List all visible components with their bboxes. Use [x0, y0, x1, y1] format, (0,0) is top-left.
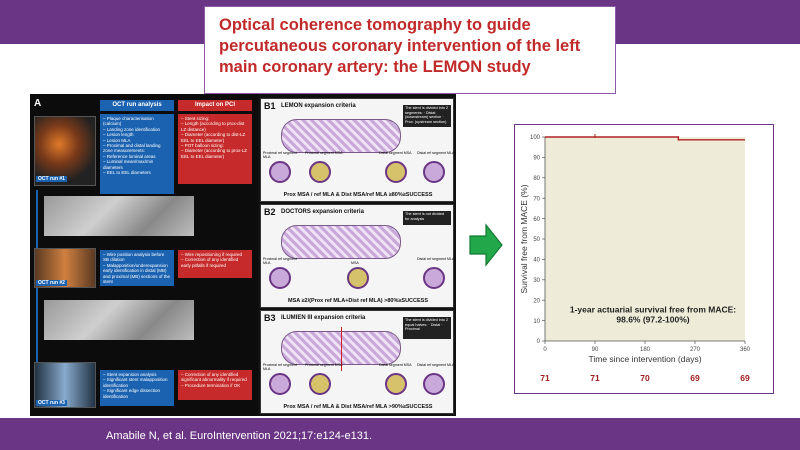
row1-analysis-line: – Proximal and distal landing zone measurements: — [103, 143, 161, 154]
panel-b3-seg-label: Proximal segment MSA — [305, 363, 343, 367]
x-tick-label: 90 — [591, 347, 599, 353]
at-risk-count: 70 — [640, 373, 650, 383]
panel-b1 — [260, 98, 454, 202]
row3-impact-box — [178, 370, 252, 400]
row1-impact-line: – POT balloon sizing: — [181, 143, 224, 149]
oct-run-1-label: OCT run #1 — [38, 176, 65, 182]
panel-b3-label: B3 — [264, 313, 276, 323]
panel-b1-cross-section — [269, 161, 291, 183]
panel-b3-formula: Prox MSA / ref MLA & Dist MSA/ref MLA >90%≥SUCCESS — [283, 404, 433, 410]
right-arrow-icon — [468, 222, 504, 273]
row1-impact-line: – Stent sizing: — [181, 116, 210, 121]
panel-b2-note: The stent is not divided for analysis — [403, 211, 451, 225]
panel-b2-seg-label: Proximal ref segment MLA — [263, 257, 297, 265]
angiography-strip-1 — [44, 196, 194, 236]
panel-b3-cross-section — [423, 373, 445, 395]
flow-line — [36, 190, 38, 390]
panel-b3-cross-section — [269, 373, 291, 395]
y-tick-label: 90 — [533, 155, 540, 162]
y-tick-label: 0 — [536, 339, 540, 346]
panel-b1-cross-section — [309, 161, 331, 183]
panel-b3-note: The stent is divided into 2 equal halves: · Distal · Proximal — [403, 317, 451, 339]
at-risk-count: 69 — [690, 373, 700, 383]
panel-b — [258, 94, 456, 416]
impact-on-pci-header: Impact on PCI — [178, 100, 252, 111]
row2-analysis-box — [100, 250, 174, 286]
y-tick-label: 30 — [533, 278, 540, 284]
panel-b1-vessel — [281, 119, 401, 153]
panel-b1-seg-label: Distal ref segment MLA — [417, 151, 455, 155]
y-tick-label: 80 — [533, 176, 540, 182]
panel-b2-title: DOCTORS expansion criteria — [281, 209, 364, 215]
at-risk-count: 69 — [740, 373, 750, 383]
x-tick-label: 270 — [689, 347, 701, 353]
panel-b3-cross-section — [309, 373, 331, 395]
x-tick-label: 0 — [543, 347, 547, 353]
row3-analysis-line: – Significant edge dissection identification — [103, 388, 161, 399]
panel-b1-seg-label: Proximal ref segment MLA — [263, 151, 297, 159]
x-tick-label: 360 — [739, 347, 751, 353]
row3-analysis-box — [100, 370, 174, 406]
panel-b2-seg-label: Distal ref segment MLA — [417, 257, 455, 261]
y-tick-label: 20 — [533, 298, 540, 305]
survival-chart — [514, 124, 774, 394]
row3-impact-line: – Correction of any identified significant abnormality if required — [181, 372, 247, 383]
panel-b2-seg-label: MSA — [351, 261, 359, 265]
panel-b3-cross-section — [385, 373, 407, 395]
y-tick-label: 50 — [533, 237, 540, 244]
panel-b1-seg-label: Proximal segment MSA — [305, 151, 343, 155]
annotation-line-1: 1-year actuarial survival free from MACE: — [569, 304, 737, 315]
row1-impact-line: – Diameter (according to dist-LZ EEL to EEL diameter) — [181, 132, 246, 143]
row2-impact-line: – Wire repositioning if required — [181, 252, 243, 257]
row1-analysis-line: – Lesion MLA — [103, 137, 131, 143]
panel-b3-seg-label: Distal ref segment MLA — [417, 363, 455, 367]
row1-impact-line: – Diameter (according to prox-LZ EEL to EEL diameter) — [181, 148, 248, 159]
row1-analysis-box — [100, 114, 174, 194]
panel-b2-label: B2 — [264, 207, 276, 217]
oct-run-analysis-header: OCT run analysis — [100, 100, 174, 111]
at-risk-count: 71 — [590, 373, 600, 383]
annotation-line-2: 98.6% (97.2-100%) — [616, 314, 690, 325]
citation: Amabile N, et al. EuroIntervention 2021;17:e124-e131. — [106, 430, 373, 442]
row1-impact-box — [178, 114, 252, 184]
panel-b2-formula: MSA ≥2/(Prox ref MLA+Dist ref MLA) >80%≥SUCCESS — [287, 298, 428, 304]
panel-a — [30, 94, 256, 416]
y-tick-label: 60 — [533, 216, 540, 223]
oct-run-3-label: OCT run #3 — [38, 400, 65, 406]
row3-analysis-line: – Significant stent malapposition identification — [103, 377, 168, 388]
row2-impact-line: – Correction of any identified early pitfalls if required — [181, 257, 239, 268]
panel-b1-note: The stent is divided into 2 segments: · Distal (downstream) section · Prox. (upstream section) — [403, 105, 451, 127]
survival-chart-svg — [515, 125, 775, 395]
panel-b1-cross-section — [385, 161, 407, 183]
panel-b1-cross-section — [423, 161, 445, 183]
row1-analysis-line: – Landing zone identification — [103, 126, 161, 132]
panel-b1-seg-label: Distal segment MSA — [379, 151, 412, 155]
row1-analysis-line: – Luminal mean/max/min diameters — [103, 159, 154, 170]
title-box — [204, 6, 616, 94]
panel-b2 — [260, 204, 454, 308]
row1-analysis-line: – Lesion length — [103, 132, 134, 138]
panel-b3-seg-label: Distal segment MSA — [379, 363, 412, 367]
slide-title: Optical coherence tomography to guide percutaneous coronary intervention of the left main coronary artery: the LEMON study — [219, 16, 581, 76]
y-tick-label: 10 — [533, 318, 540, 325]
row3-analysis-line: – Stent expansion analysis — [103, 372, 157, 377]
panel-b1-formula: Prox MSA / ref MLA & Dist MSA/ref MLA ≥80%≥SUCCESS — [283, 192, 433, 198]
angiography-strip-2 — [44, 300, 194, 340]
row3-impact-line: – Procedure termination if OK — [181, 382, 241, 388]
y-tick-label: 70 — [533, 196, 540, 203]
panel-b3-seg-label: Proximal ref segment MLA — [263, 363, 297, 371]
figure-panels — [30, 94, 456, 416]
panel-b3-title: ILUMIEN III expansion criteria — [281, 315, 366, 321]
panel-b2-cross-section — [423, 267, 445, 289]
x-tick-label: 180 — [639, 347, 651, 353]
panel-b3 — [260, 310, 454, 414]
x-axis-label: Time since intervention (days) — [588, 354, 702, 364]
at-risk-count: 71 — [540, 373, 550, 383]
row1-analysis-line: – Reference luminal areas — [103, 153, 156, 159]
panel-b2-vessel — [281, 225, 401, 259]
panel-b1-title: LEMON expansion criteria — [281, 103, 356, 109]
panel-a-letter: A — [34, 98, 42, 109]
row2-analysis-line: – Malapposition/underexpansion early identification in distal (MB) and proximal (MB) sections of the stent — [103, 262, 171, 285]
panel-b2-cross-section — [269, 267, 291, 289]
oct-run-2-label: OCT run #2 — [38, 280, 65, 286]
y-tick-label: 40 — [533, 257, 540, 264]
row1-impact-line: – Length (according to prox-dist LZ distance) — [181, 121, 245, 132]
row1-analysis-line: – Plaque characterisation (calcium) — [103, 116, 154, 127]
row2-analysis-line: – Wire position analysis before SB dilation — [103, 252, 165, 263]
panel-b1-label: B1 — [264, 101, 276, 111]
row1-analysis-line: – EEL to EEL diameters — [103, 170, 151, 176]
y-tick-label: 100 — [529, 135, 540, 142]
row2-impact-box — [178, 250, 252, 278]
y-axis-label: Survival free from MACE (%) — [519, 184, 529, 294]
panel-b2-cross-section — [347, 267, 369, 289]
